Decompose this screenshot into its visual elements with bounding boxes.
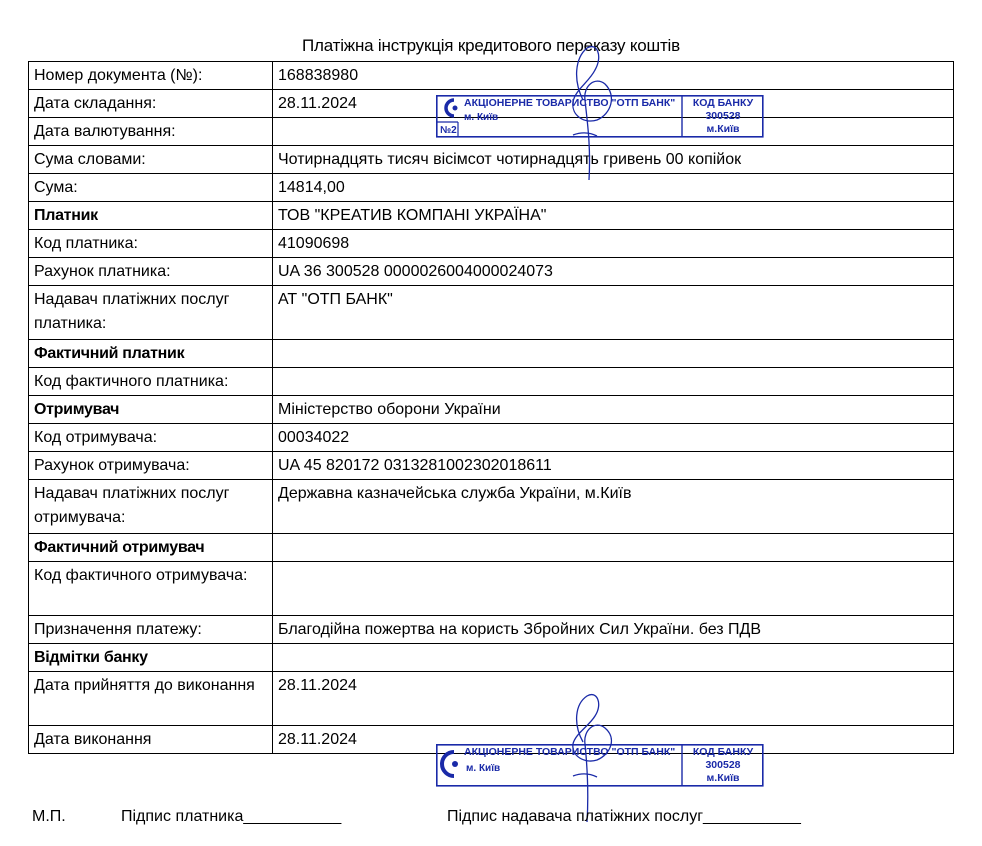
svg-text:АКЦІОНЕРНЕ ТОВАРИСТВО "ОТП БАН: АКЦІОНЕРНЕ ТОВАРИСТВО "ОТП БАНК" bbox=[464, 746, 676, 758]
row-value: 28.11.2024 bbox=[273, 726, 954, 754]
table-row bbox=[29, 202, 954, 230]
table-row bbox=[29, 644, 954, 672]
document-title: Платіжна інструкція кредитового переказу коштів bbox=[302, 36, 680, 55]
svg-text:300528: 300528 bbox=[705, 110, 741, 122]
row-value: Чотирнадцять тисяч вісімсот чотирнадцять гривень 00 копійок bbox=[273, 146, 954, 174]
svg-text:АКЦІОНЕРНЕ ТОВАРИСТВО "ОТП БАН: АКЦІОНЕРНЕ ТОВАРИСТВО "ОТП БАНК" bbox=[464, 97, 676, 109]
svg-text:№2: №2 bbox=[440, 125, 457, 136]
row-label: Рахунок отримувача: bbox=[29, 452, 273, 480]
section-label: Фактичний отримувач bbox=[29, 534, 273, 562]
row-value bbox=[273, 368, 954, 396]
svg-text:КОД БАНКУ: КОД БАНКУ bbox=[692, 746, 754, 758]
row-label: Номер документа (№): bbox=[29, 62, 273, 90]
svg-text:300528: 300528 bbox=[705, 759, 741, 771]
svg-text:м. Київ: м. Київ bbox=[466, 763, 501, 774]
row-value: 28.11.2024 bbox=[273, 672, 954, 726]
table-row bbox=[29, 174, 954, 202]
table-row bbox=[29, 480, 954, 534]
row-label: Код фактичного отримувача: bbox=[29, 562, 273, 616]
section-label: Відмітки банку bbox=[29, 644, 273, 672]
table-row bbox=[29, 286, 954, 340]
payer-signature-line: Підпис платника___________ bbox=[121, 808, 342, 825]
row-value: Міністерство оборони України bbox=[273, 396, 954, 424]
table-row bbox=[29, 230, 954, 258]
row-label: Сума: bbox=[29, 174, 273, 202]
row-value: АТ "ОТП БАНК" bbox=[273, 286, 954, 340]
table-row bbox=[29, 616, 954, 644]
section-label: Отримувач bbox=[29, 396, 273, 424]
svg-text:м.Київ: м.Київ bbox=[706, 772, 740, 784]
row-label: Код отримувача: bbox=[29, 424, 273, 452]
table-row bbox=[29, 534, 954, 562]
table-row bbox=[29, 424, 954, 452]
row-label: Надавач платіжних послуг отримувача: bbox=[29, 480, 273, 534]
row-value: 14814,00 bbox=[273, 174, 954, 202]
table-row bbox=[29, 62, 954, 90]
table-row bbox=[29, 146, 954, 174]
table-row bbox=[29, 340, 954, 368]
table-row bbox=[29, 258, 954, 286]
row-label: Код платника: bbox=[29, 230, 273, 258]
table-row bbox=[29, 562, 954, 616]
row-value bbox=[273, 340, 954, 368]
row-value: UA 36 300528 0000026004000024073 bbox=[273, 258, 954, 286]
table-row bbox=[29, 452, 954, 480]
mp-label: М.П. bbox=[32, 808, 66, 825]
row-label: Надавач платіжних послуг платника: bbox=[29, 286, 273, 340]
row-label: Дата складання: bbox=[29, 90, 273, 118]
row-value bbox=[273, 644, 954, 672]
row-label: Дата виконання bbox=[29, 726, 273, 754]
row-value: Благодійна пожертва на користь Збройних Сил України. без ПДВ bbox=[273, 616, 954, 644]
provider-signature-line: Підпис надавача платіжних послуг___________ bbox=[447, 808, 801, 825]
signature-icon bbox=[545, 40, 635, 190]
table-row bbox=[29, 672, 954, 726]
row-value: UA 45 820172 0313281002302018611 bbox=[273, 452, 954, 480]
svg-text:КОД БАНКУ: КОД БАНКУ bbox=[692, 97, 754, 109]
row-value: ТОВ "КРЕАТИВ КОМПАНІ УКРАЇНА" bbox=[273, 202, 954, 230]
row-label: Код фактичного платника: bbox=[29, 368, 273, 396]
row-label: Сума словами: bbox=[29, 146, 273, 174]
row-label: Дата валютування: bbox=[29, 118, 273, 146]
svg-text:м.Київ: м.Київ bbox=[706, 123, 740, 135]
section-label: Платник bbox=[29, 202, 273, 230]
row-value: 00034022 bbox=[273, 424, 954, 452]
svg-text:м. Київ: м. Київ bbox=[464, 112, 499, 123]
row-value bbox=[273, 534, 954, 562]
row-value: 41090698 bbox=[273, 230, 954, 258]
row-value: 28.11.2024 bbox=[273, 90, 954, 118]
payment-form-table bbox=[28, 61, 954, 754]
row-value: 168838980 bbox=[273, 62, 954, 90]
table-row bbox=[29, 368, 954, 396]
table-row bbox=[29, 396, 954, 424]
row-label: Призначення платежу: bbox=[29, 616, 273, 644]
row-label: Рахунок платника: bbox=[29, 258, 273, 286]
row-value: Державна казначейська служба України, м.Київ bbox=[273, 480, 954, 534]
row-value bbox=[273, 562, 954, 616]
row-label: Дата прийняття до виконання bbox=[29, 672, 273, 726]
section-label: Фактичний платник bbox=[29, 340, 273, 368]
